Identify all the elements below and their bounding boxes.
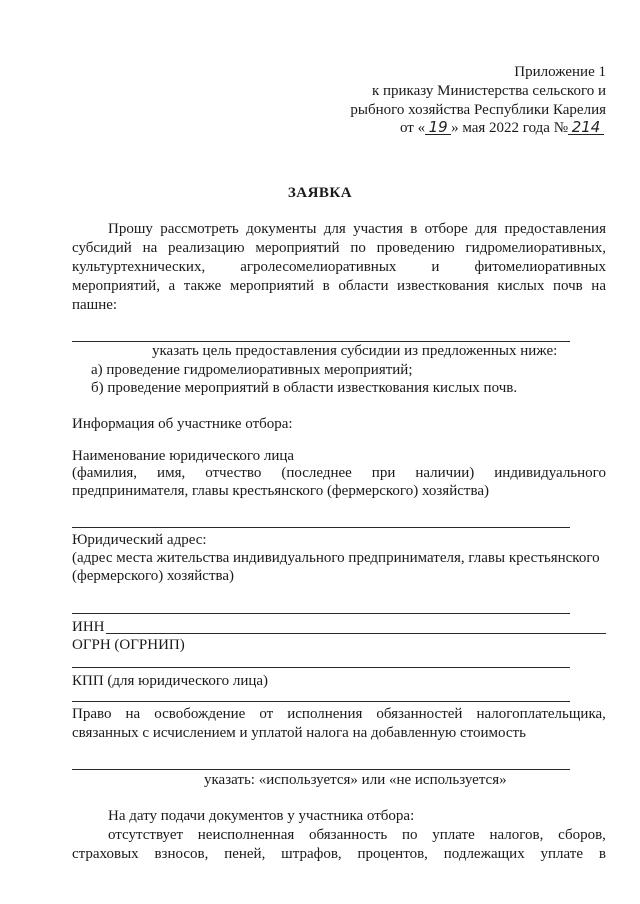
handwritten-number: 214 [568, 121, 604, 135]
name-note-word: индивидуального [494, 465, 606, 481]
name-label: Наименование юридического лица [72, 448, 295, 464]
vat-word: на [125, 706, 141, 722]
name-note-word: (последнее [281, 465, 352, 481]
intro-word: агролесомелиоративных [240, 259, 397, 275]
inn-label: ИНН [72, 619, 105, 635]
ogrn-fill-line[interactable] [72, 667, 570, 668]
submission-word: налогов, [489, 827, 544, 843]
intro-word: и [431, 259, 440, 275]
vat-word: Право [72, 706, 112, 722]
order-date-line [400, 120, 604, 137]
submission-word: уплате [540, 846, 584, 862]
intro-line-5: пашне: [72, 297, 118, 313]
address-label: Юридический адрес: [72, 532, 207, 548]
name-note-word: наличии) [415, 465, 475, 481]
submission-line-2 [108, 827, 606, 844]
name-note-word: при [371, 465, 396, 481]
order-line-2: рыбного хозяйства Республики Карелия [350, 102, 606, 118]
kpp-fill-line[interactable] [72, 701, 570, 702]
address-fill-line[interactable] [72, 613, 570, 614]
vat-word: исполнения [287, 706, 363, 722]
intro-word: культуртехнических, [72, 259, 206, 275]
inn-fill-line[interactable] [106, 633, 606, 634]
submission-word: уплате [432, 827, 475, 843]
date-suffix: » мая 2022 года № [451, 120, 569, 136]
purpose-option-b: б) проведение мероприятий в области известкования кислых почв. [91, 380, 518, 396]
name-note-line-2: предпринимателя, главы крестьянского (фермерского) хозяйства) [72, 483, 489, 499]
vat-line-1 [72, 706, 606, 723]
submission-word: страховых [72, 846, 139, 862]
intro-line-1: Прошу рассмотреть документы для участия в отборе для предоставления [108, 221, 606, 237]
purpose-fill-line[interactable] [72, 341, 570, 342]
submission-word: по [401, 827, 418, 843]
name-note-word: отчество [205, 465, 262, 481]
submission-line-1: На дату подачи документов у участника отбора: [108, 808, 415, 824]
vat-word: налогоплательщика, [476, 706, 606, 722]
vat-word: от [259, 706, 274, 722]
submission-line-3 [72, 846, 606, 863]
kpp-label: КПП (для юридического лица) [72, 673, 269, 689]
intro-line-2: субсидий на реализацию мероприятий по проведению гидромелиоративных, [72, 240, 606, 256]
submission-word: пеней, [224, 846, 266, 862]
submission-word: в [598, 846, 606, 862]
submission-word: сборов, [558, 827, 606, 843]
vat-line-2: связанных с исчислением и уплатой налога на добавленную стоимость [72, 725, 526, 741]
submission-word: взносов, [154, 846, 209, 862]
vat-fill-line[interactable] [72, 769, 570, 770]
handwritten-day: 19 [425, 121, 451, 135]
appendix-label: Приложение 1 [514, 64, 606, 80]
submission-word: обязанность [309, 827, 388, 843]
intro-word: фитомелиоративных [474, 259, 606, 275]
purpose-hint: указать цель предоставления субсидии из предложенных ниже: [152, 343, 558, 359]
name-fill-line[interactable] [72, 527, 570, 528]
submission-word: подлежащих [443, 846, 525, 862]
participant-heading: Информация об участнике отбора: [72, 416, 293, 432]
name-note-word: имя, [157, 465, 186, 481]
name-note-line-1 [72, 465, 606, 482]
ogrn-label: ОГРН (ОГРНИП) [72, 637, 185, 653]
submission-word: неисполненная [197, 827, 295, 843]
order-line-1: к приказу Министерства сельского и [371, 83, 606, 99]
vat-word: обязанностей [376, 706, 463, 722]
document-title: ЗАЯВКА [287, 185, 353, 201]
name-note-word: (фамилия, [72, 465, 138, 481]
date-prefix: от « [400, 120, 426, 136]
intro-line-4: мероприятий, а также мероприятий в области известкования кислых почв на [72, 278, 606, 294]
purpose-option-a: а) проведение гидромелиоративных мероприятий; [91, 362, 413, 378]
intro-line-3 [72, 259, 606, 276]
address-note-line-2: (фермерского) хозяйства) [72, 568, 235, 584]
vat-word: освобождение [154, 706, 246, 722]
submission-word: отсутствует [108, 827, 184, 843]
submission-word: штрафов, [281, 846, 342, 862]
vat-hint: указать: «используется» или «не используется» [204, 772, 507, 788]
submission-word: процентов, [357, 846, 428, 862]
address-note-line-1: (адрес места жительства индивидуального предпринимателя, главы крестьянского [72, 550, 600, 566]
